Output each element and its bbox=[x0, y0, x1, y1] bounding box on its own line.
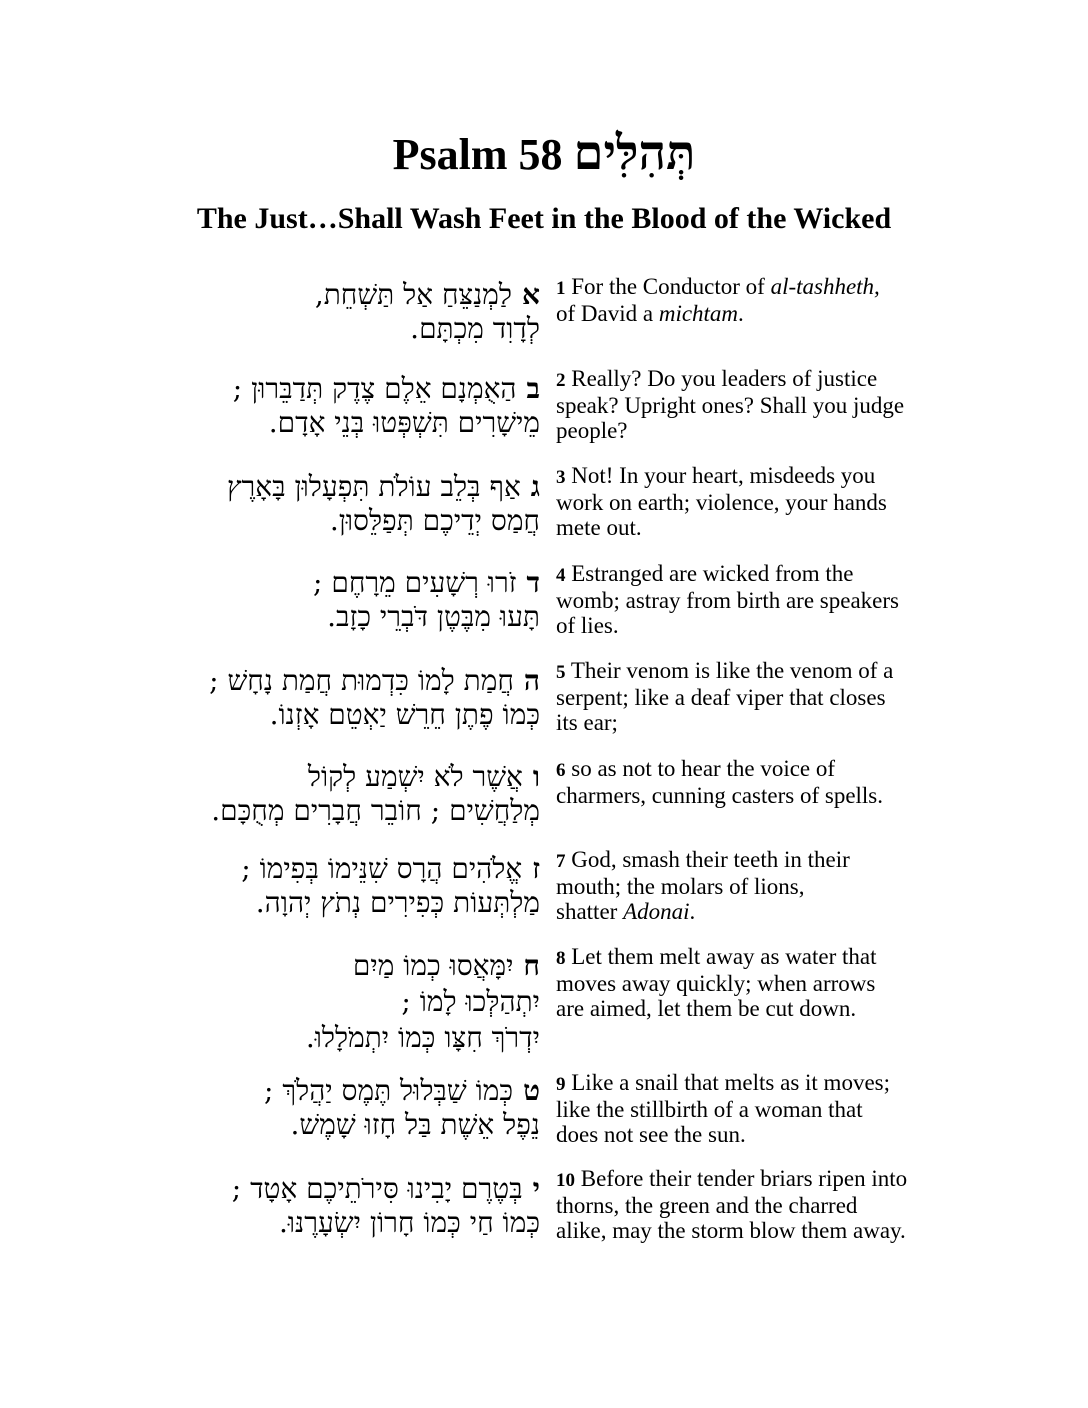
hebrew-line-text: כְּמוֹ שַׁבְּלוּל תֶּמֶס יַהֲלֹךְ ; bbox=[264, 1074, 514, 1107]
english-line bbox=[556, 490, 956, 515]
page-subtitle: The Just…Shall Wash Feet in the Blood of the Wicked bbox=[196, 202, 892, 235]
english-line bbox=[556, 1166, 956, 1193]
hebrew-line bbox=[306, 948, 540, 984]
hebrew-line bbox=[241, 886, 540, 920]
verse-hebrew bbox=[306, 948, 540, 1056]
verse-number: 1 bbox=[556, 278, 566, 299]
english-italic-term: michtam bbox=[658, 301, 739, 326]
hebrew-line bbox=[241, 852, 540, 886]
english-text: speak? Upright ones? Shall you judge bbox=[556, 393, 905, 418]
english-italic-term: Adonai bbox=[623, 899, 690, 924]
title-english: Psalm 58 bbox=[392, 130, 563, 179]
english-text: . bbox=[738, 301, 744, 326]
english-line bbox=[556, 515, 956, 540]
english-text: Not! In your heart, misdeeds you bbox=[565, 463, 876, 488]
hebrew-line-text: לַמְנַצֵּחַ אַל תַּשְׁחֵת, bbox=[314, 278, 513, 311]
hebrew-line-text: יִתְהַלְּכוּ לָמוֹ ; bbox=[401, 985, 540, 1018]
hebrew-line-text: הַאֻמְנָם אֵלֶם צֶדֶק תְּדַבֵּרוּן ; bbox=[232, 372, 517, 405]
verse-english bbox=[556, 1166, 956, 1243]
verse-english bbox=[556, 944, 956, 1021]
hebrew-line-text: תָּעוּ מִבֶּטֶן דֹּבְרֵי כָזָב. bbox=[327, 600, 540, 633]
english-text: womb; astray from birth are speakers bbox=[556, 588, 899, 613]
english-text: like the stillbirth of a woman that bbox=[556, 1097, 863, 1122]
english-line bbox=[556, 463, 956, 490]
verse-english bbox=[556, 658, 956, 735]
english-text: people? bbox=[556, 418, 628, 443]
hebrew-line bbox=[233, 372, 540, 406]
hebrew-verse-letter: ו bbox=[532, 760, 540, 793]
hebrew-line bbox=[315, 312, 540, 346]
verse-english bbox=[556, 366, 956, 443]
english-text: of lies. bbox=[556, 613, 619, 638]
english-text: does not see the sun. bbox=[556, 1122, 746, 1147]
hebrew-line bbox=[313, 600, 540, 634]
verse-hebrew bbox=[241, 852, 540, 920]
verse-number: 5 bbox=[556, 662, 566, 683]
english-line bbox=[556, 783, 956, 808]
english-line bbox=[556, 1193, 956, 1218]
english-text: thorns, the green and the charred bbox=[556, 1193, 858, 1218]
english-line bbox=[556, 1218, 956, 1243]
hebrew-line bbox=[232, 1172, 540, 1206]
verse-hebrew bbox=[313, 566, 540, 634]
hebrew-line-text: לְדָוִד מִכְתָּם. bbox=[410, 312, 540, 345]
english-line bbox=[556, 710, 956, 735]
english-text: of David a bbox=[556, 301, 659, 326]
english-text: work on earth; violence, your hands bbox=[556, 490, 887, 515]
english-text: shatter bbox=[556, 899, 624, 924]
english-text: charmers, cunning casters of spells. bbox=[556, 783, 884, 808]
verse-number: 9 bbox=[556, 1074, 566, 1095]
hebrew-line bbox=[306, 1020, 540, 1056]
verse-number: 2 bbox=[556, 370, 566, 391]
english-line bbox=[556, 874, 956, 899]
english-text: moves away quickly; when arrows bbox=[556, 971, 876, 996]
english-text: Their venom is like the venom of a bbox=[565, 658, 894, 683]
hebrew-line bbox=[233, 406, 540, 440]
hebrew-verse-letter: ט bbox=[523, 1074, 540, 1107]
english-text: Estranged are wicked from the bbox=[565, 561, 854, 586]
hebrew-line bbox=[209, 664, 540, 698]
english-text: are aimed, let them be cut down. bbox=[556, 996, 857, 1021]
hebrew-line-text: חֲמַס יְדֵיכֶם תְּפַלֵּסוּן. bbox=[329, 504, 540, 537]
verse-english bbox=[556, 274, 956, 326]
hebrew-line-text: נֵפֶל אֵשֶׁת בַּל חָזוּ שָׁמֶשׁ. bbox=[290, 1108, 540, 1141]
english-line bbox=[556, 1070, 956, 1097]
hebrew-line-text: מְלַחֲשִׁים ; חוֹבֵר חֲבָרִים מְחֻכָּם. bbox=[211, 794, 540, 827]
hebrew-verse-letter: ב bbox=[526, 372, 540, 405]
verse-number: 4 bbox=[556, 565, 566, 586]
english-line bbox=[556, 756, 956, 783]
verse-hebrew bbox=[232, 1172, 540, 1240]
english-line bbox=[556, 274, 956, 301]
english-text: mete out. bbox=[556, 515, 642, 540]
english-text: God, smash their teeth in their bbox=[565, 847, 850, 872]
verse-english bbox=[556, 756, 956, 808]
english-text: mouth; the molars of lions, bbox=[556, 874, 805, 899]
hebrew-line bbox=[306, 984, 540, 1020]
english-line bbox=[556, 393, 956, 418]
hebrew-line bbox=[232, 1206, 540, 1240]
hebrew-line-text: זֹרוּ רְשָׁעִים מֵרָחֶם ; bbox=[313, 566, 517, 599]
english-line bbox=[556, 1097, 956, 1122]
hebrew-verse-letter: י bbox=[532, 1172, 540, 1205]
english-line bbox=[556, 944, 956, 971]
english-line bbox=[556, 366, 956, 393]
english-line bbox=[556, 847, 956, 874]
verse-english bbox=[556, 463, 956, 540]
title-hebrew: תְּהִלִּים bbox=[573, 127, 696, 180]
verse-hebrew bbox=[227, 470, 540, 538]
hebrew-line-text: מַלְתְּעוֹת כְּפִירִים נְתֹץ יְהוָה. bbox=[255, 886, 540, 919]
verse-english bbox=[556, 561, 956, 638]
hebrew-line bbox=[209, 698, 540, 732]
hebrew-verse-letter: ג bbox=[530, 470, 540, 503]
hebrew-line bbox=[227, 504, 540, 538]
hebrew-verse-letter: ז bbox=[532, 852, 540, 885]
verse-english bbox=[556, 847, 956, 924]
hebrew-line-text: יִמָּאֲסוּ כְמוֹ מַיִם bbox=[352, 949, 514, 982]
hebrew-line bbox=[211, 794, 540, 828]
hebrew-verse-letter: ד bbox=[526, 566, 540, 599]
hebrew-line-text: יִדְרֹךְ חִצָּו כְּמוֹ יִתְמֹלָלוּ. bbox=[305, 1021, 540, 1054]
hebrew-line-text: אֲשֶׁר לֹא יִשְׁמַע לְקוֹל bbox=[307, 760, 523, 793]
english-text: Like a snail that melts as it moves; bbox=[565, 1070, 890, 1095]
hebrew-line-text: כְּמוֹ פֶתֶן חֵרֵשׁ יַאְטֵם אָזְנוֹ. bbox=[269, 698, 540, 731]
hebrew-line-text: אַף בְּלֵב עוֹלֹת תִּפְעָלוּן בָּאָרֶץ bbox=[226, 470, 521, 503]
hebrew-line-text: כְּמוֹ חַי כְּמוֹ חָרוֹן יִשְׂעָרֶנּוּ. bbox=[279, 1206, 540, 1239]
english-text: Let them melt away as water that bbox=[565, 944, 877, 969]
verse-number: 3 bbox=[556, 467, 566, 488]
english-line bbox=[556, 613, 956, 638]
verse-hebrew bbox=[211, 760, 540, 828]
english-line bbox=[556, 301, 956, 326]
english-line bbox=[556, 899, 956, 924]
english-line bbox=[556, 658, 956, 685]
verse-number: 8 bbox=[556, 948, 566, 969]
hebrew-line bbox=[211, 760, 540, 794]
hebrew-line bbox=[313, 566, 540, 600]
verse-number: 6 bbox=[556, 760, 566, 781]
english-line bbox=[556, 685, 956, 710]
english-line bbox=[556, 588, 956, 613]
verse-number: 7 bbox=[556, 851, 566, 872]
english-line bbox=[556, 996, 956, 1021]
english-text: For the Conductor of bbox=[565, 274, 771, 299]
verse-hebrew bbox=[315, 278, 540, 346]
english-line bbox=[556, 971, 956, 996]
english-text: serpent; like a deaf viper that closes bbox=[556, 685, 886, 710]
verse-english bbox=[556, 1070, 956, 1147]
hebrew-line bbox=[315, 278, 540, 312]
hebrew-line-text: חֲמַת לָמוֹ כִּדְמוּת חֲמַת נָחָשׁ ; bbox=[209, 664, 514, 697]
english-line bbox=[556, 1122, 956, 1147]
hebrew-verse-letter: ח bbox=[523, 949, 540, 982]
hebrew-verse-letter: א bbox=[522, 278, 540, 311]
verse-hebrew bbox=[264, 1074, 540, 1142]
english-text: its ear; bbox=[556, 710, 618, 735]
english-text: . bbox=[689, 899, 696, 924]
hebrew-line bbox=[227, 470, 540, 504]
verse-hebrew bbox=[209, 664, 540, 732]
hebrew-line bbox=[264, 1074, 540, 1108]
hebrew-verse-letter: ה bbox=[523, 664, 540, 697]
english-italic-term: al-tashheth, bbox=[770, 274, 880, 299]
hebrew-line-text: בְּטֶרֶם יָבִינוּ סִּירֹתֵיכֶם אָטָד ; bbox=[231, 1172, 523, 1205]
english-text: Before their tender briars ripen into bbox=[575, 1166, 908, 1191]
english-text: alike, may the storm blow them away. bbox=[556, 1218, 906, 1243]
verse-hebrew bbox=[233, 372, 540, 440]
english-line bbox=[556, 418, 956, 443]
hebrew-line bbox=[264, 1108, 540, 1142]
english-line bbox=[556, 561, 956, 588]
hebrew-line-text: אֱלֹהִים הֲרָס שִׁנֵּימוֹ בְּפִימוֹ ; bbox=[241, 852, 523, 885]
verse-number: 10 bbox=[556, 1170, 575, 1191]
hebrew-line-text: מֵישָׁרִים תִּשְׁפְּטוּ בְּנֵי אָדָם. bbox=[268, 406, 540, 439]
english-text: so as not to hear the voice of bbox=[565, 756, 836, 781]
english-text: Really? Do you leaders of justice bbox=[565, 366, 878, 391]
